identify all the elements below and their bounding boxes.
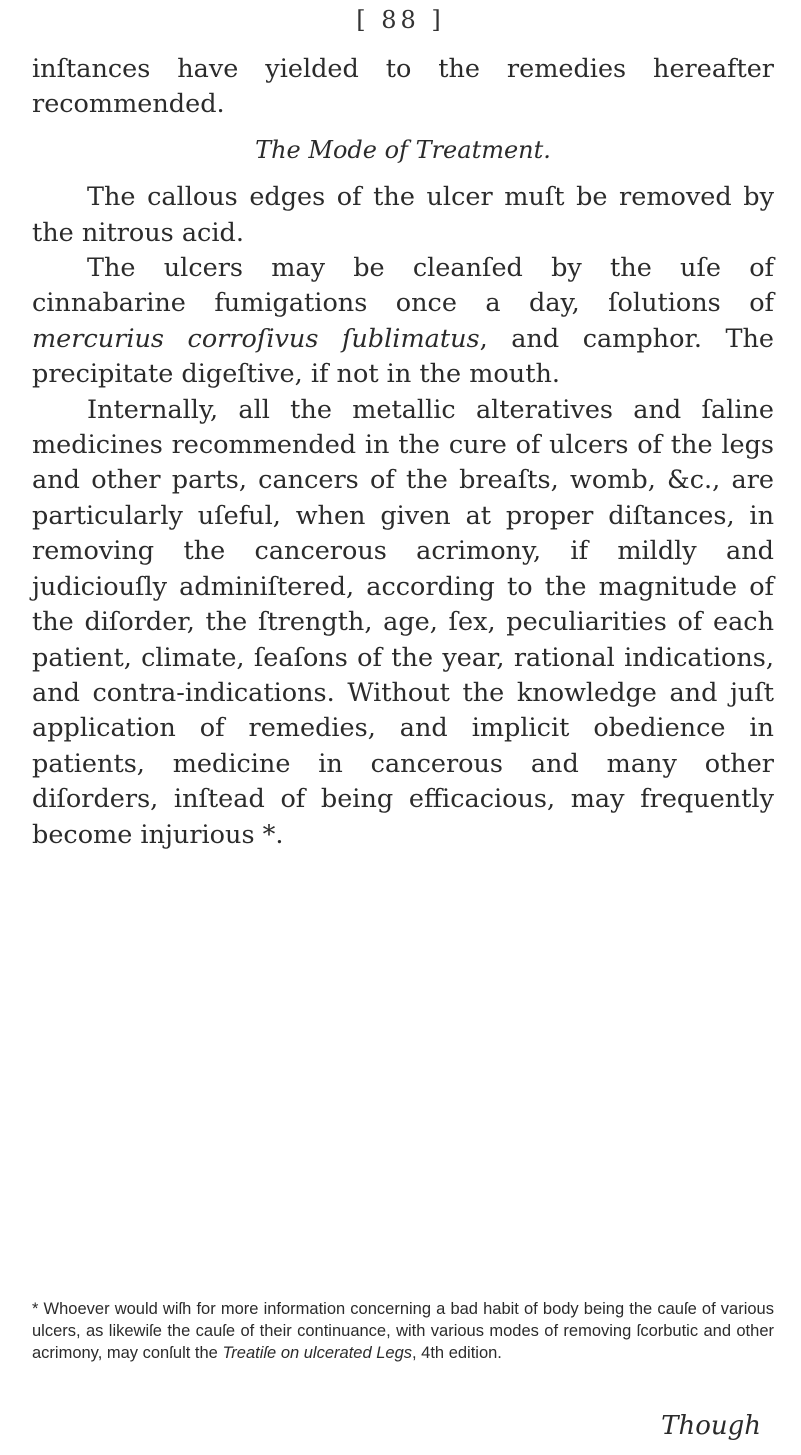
catchword: Though	[661, 1411, 761, 1441]
section-heading: The Mode of Treatment.	[255, 135, 551, 164]
footnote-text: * Whoever would wiſh for more information concerning a bad habit of body being the cauſe of various ulcers, as likewiſe the cauſe of their continuance, with various modes of removing ſcorbutic and other acrimony, may conſult the	[32, 1300, 774, 1362]
paragraph-cleansing-text: The ulcers may be cleanſed by the uſe of cinnabarine fumigations once a day, ſolutions of	[32, 253, 774, 319]
paragraph-cleansing-end: , and camphor. The precipitate digeſtive, if not in the mouth.	[32, 323, 775, 390]
paragraph-callous-edges: The callous edges of the ulcer muſt be removed by the nitrous acid.	[32, 182, 774, 248]
intro-paragraph: inſtances have yielded to the remedies hereafter recommended.	[32, 54, 774, 120]
footnote	[32, 1298, 774, 1364]
page-number: [ 88 ]	[356, 6, 445, 34]
footnote-end: , 4th edition.	[412, 1344, 502, 1362]
main-text	[32, 52, 774, 853]
footnote-cited-title: Treatiſe on ulcerated Legs	[222, 1344, 412, 1362]
latin-term: mercurius corroſivus ſublimatus	[32, 323, 480, 354]
paragraph-cleansing	[32, 251, 774, 393]
paragraph-internal-remedies: Internally, all the metallic alteratives and ſaline medicines recommended in the cure of ulcers of the legs and other parts, cancers of the breaſts, womb, &c., are particularly uſeful, when given at proper diſtances, in removing the cancerous acrimony, if mildly and judiciouſly adminiſtered, according to the magnitude of the diſorder, the ſtrength, age, ſex, peculiarities of each patient, climate, ſeaſons of the year, rational indications, and contra-indications. Without the knowledge and juſt application of remedies, and implicit obedience in patients, medicine in cancerous and many other diſorders, inſtead of being efficacious, may frequently become injurious *.	[32, 394, 774, 850]
